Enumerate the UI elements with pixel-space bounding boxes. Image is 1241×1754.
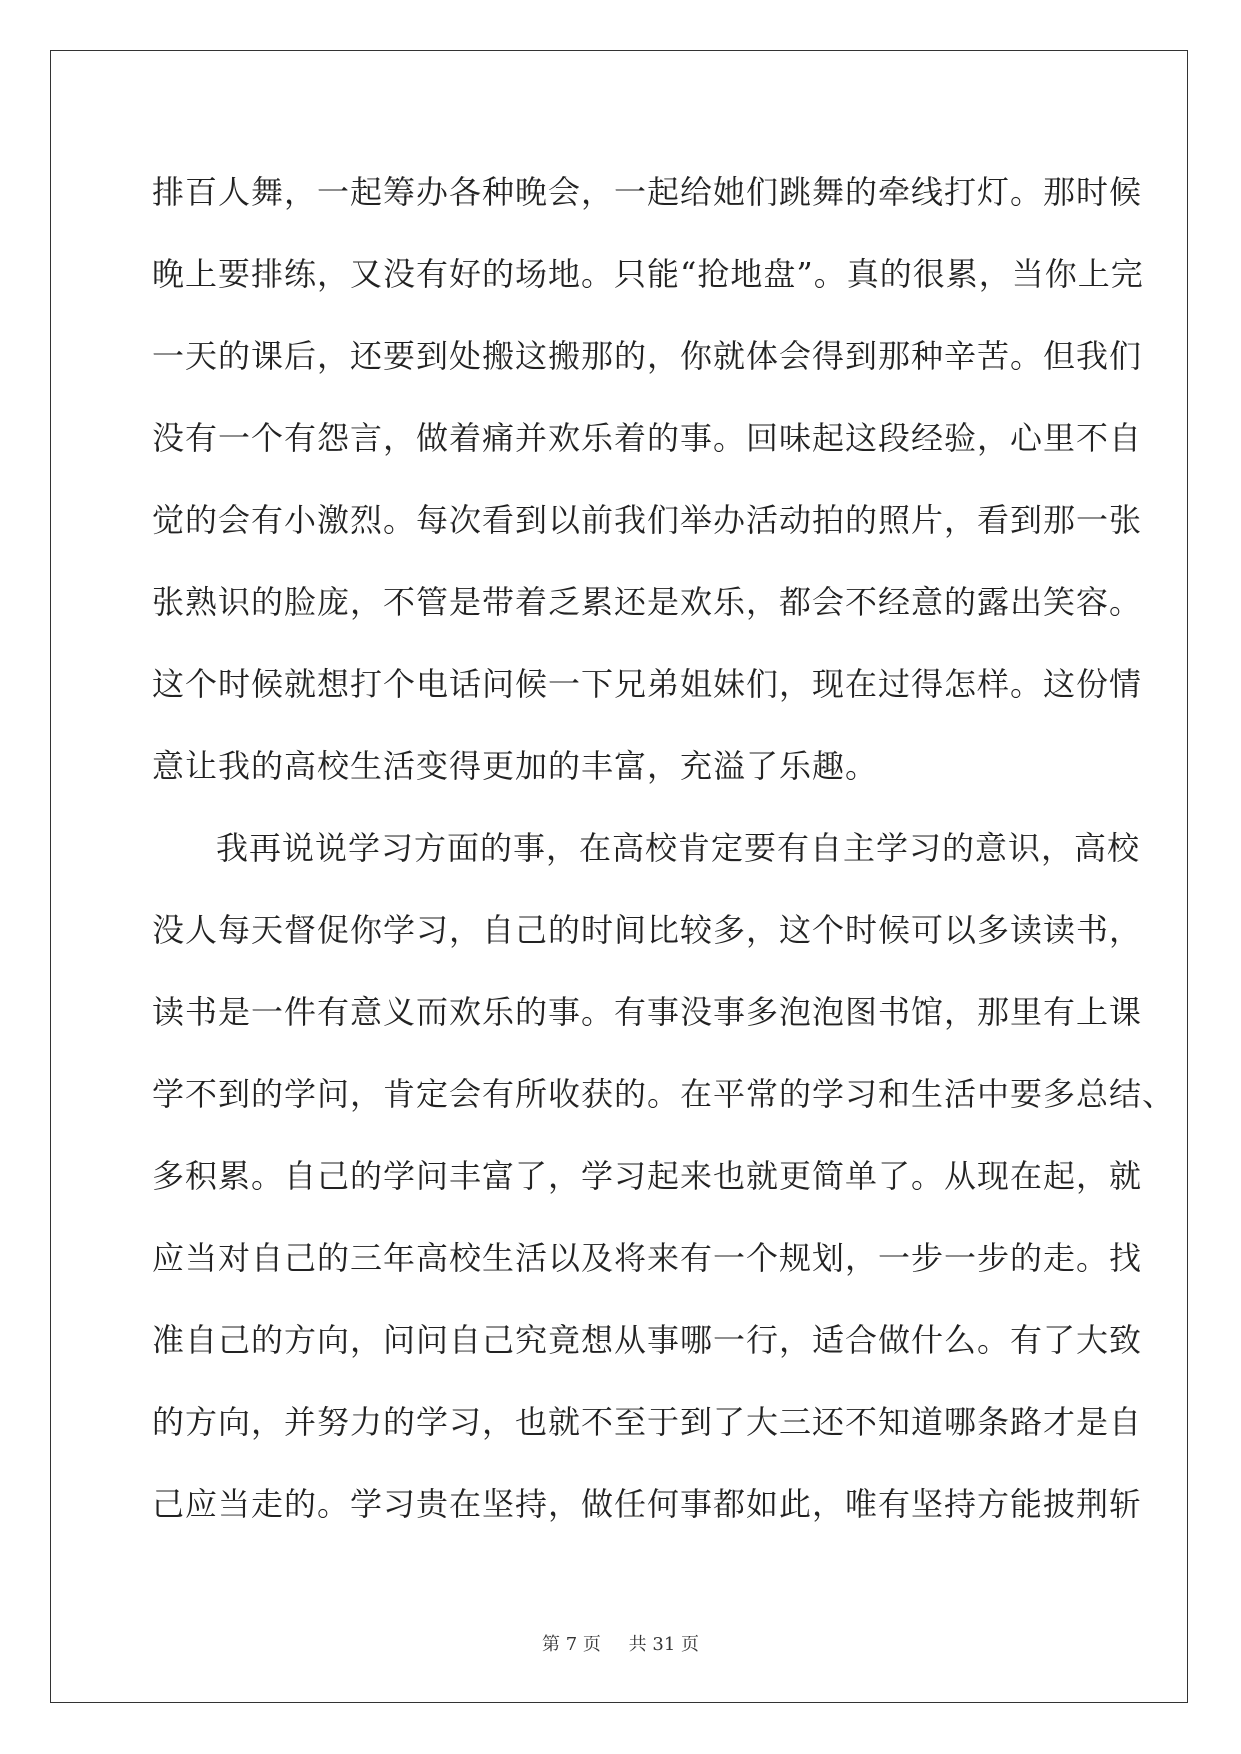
text-line: 张熟识的脸庞，不管是带着乏累还是欢乐，都会不经意的露出笑容。 (152, 583, 1143, 621)
text-line: 没有一个有怨言，做着痛并欢乐着的事。回味起这段经验，心里不自 (152, 419, 1143, 457)
text-line: 学不到的学问，肯定会有所收获的。在平常的学习和生活中要多总结、 (152, 1075, 1176, 1113)
text-line: 意让我的高校生活变得更加的丰富，充溢了乐趣。 (152, 747, 879, 785)
page-number: 第 7 页 (542, 1634, 601, 1655)
text-line: 准自己的方向，问问自己究竟想从事哪一行，适合做什么。有了大致 (152, 1321, 1143, 1359)
text-line: 多积累。自己的学问丰富了，学习起来也就更简单了。从现在起，就 (152, 1157, 1143, 1195)
page-footer (0, 1630, 1241, 1656)
text-line: 一天的课后，还要到处搬这搬那的，你就体会得到那种辛苦。但我们 (152, 337, 1143, 375)
text-line: 这个时候就想打个电话问候一下兄弟姐妹们，现在过得怎样。这份情 (152, 665, 1143, 703)
text-line: 应当对自己的三年高校生活以及将来有一个规划，一步一步的走。找 (152, 1239, 1143, 1277)
text-line: 没人每天督促你学习，自己的时间比较多，这个时候可以多读读书， (152, 911, 1143, 949)
text-line: 的方向，并努力的学习，也就不至于到了大三还不知道哪条路才是自 (152, 1403, 1143, 1441)
text-line: 我再说说学习方面的事，在高校肯定要有自主学习的意识，高校 (216, 829, 1141, 867)
document-body (152, 162, 1176, 1556)
text-line: 觉的会有小激烈。每次看到以前我们举办活动拍的照片，看到那一张 (152, 501, 1143, 539)
page-total: 共 31 页 (628, 1634, 699, 1655)
text-line: 己应当走的。学习贵在坚持，做任何事都如此，唯有坚持方能披荆斩 (152, 1485, 1143, 1523)
text-line: 读书是一件有意义而欢乐的事。有事没事多泡泡图书馆，那里有上课 (152, 993, 1143, 1031)
text-line: 晚上要排练，又没有好的场地。只能“抢地盘”。真的很累，当你上完 (152, 255, 1144, 293)
text-line: 排百人舞，一起筹办各种晚会，一起给她们跳舞的牵线打灯。那时候 (152, 173, 1143, 211)
